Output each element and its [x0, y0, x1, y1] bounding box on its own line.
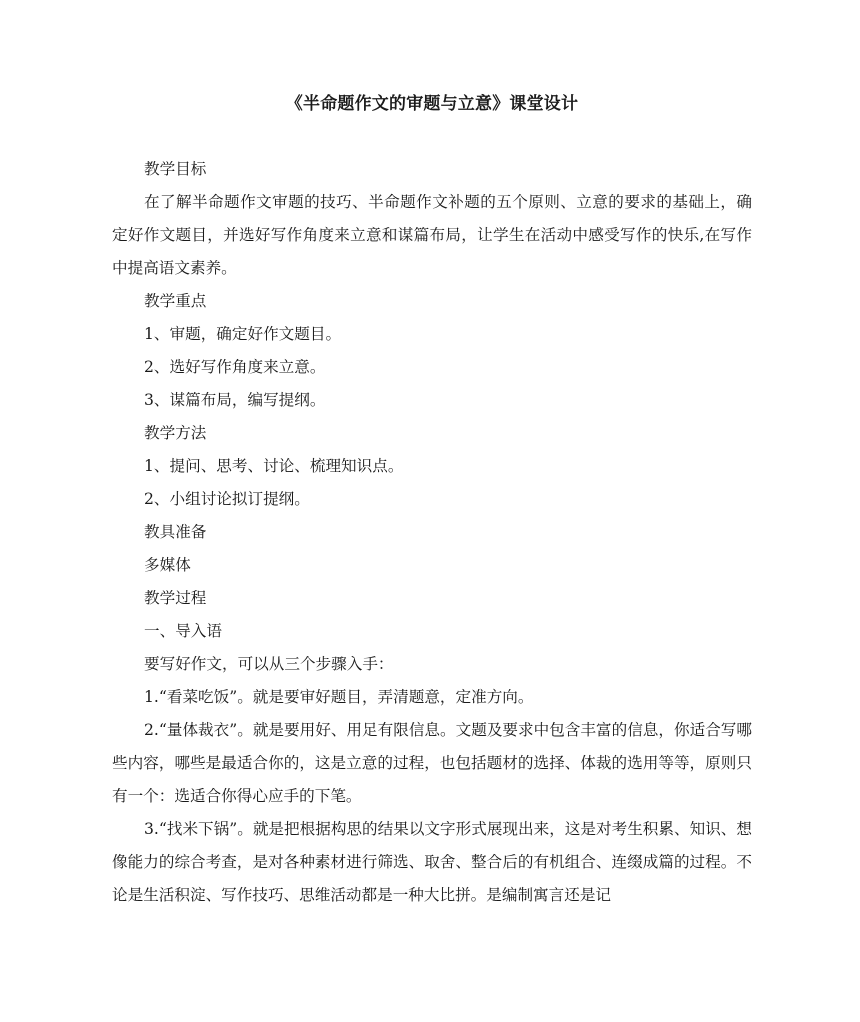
step-paragraph: 3.“找米下锅”。就是把根据构思的结果以文字形式展现出来，这是对考生积累、知识、想像能力的综合考查，是对各种素材进行筛选、取舍、整合后的有机组合、连缀成篇的过程。不论是生活积淀、写作技巧、思维活动都是一种大比拼。是编制寓言还是记 [112, 820, 752, 904]
intro-paragraph: 要写好作文，可以从三个步骤入手： [144, 655, 394, 673]
section-heading-materials: 教具准备 [144, 523, 207, 541]
method-item: 1、提问、思考、讨论、梳理知识点。 [144, 457, 404, 475]
key-point-item: 2、选好写作角度来立意。 [144, 358, 326, 376]
method-item: 2、小组讨论拟订提纲。 [144, 490, 310, 508]
materials-text: 多媒体 [144, 556, 191, 574]
key-point-item: 1、审题，确定好作文题目。 [144, 325, 342, 343]
subsection-heading-intro: 一、导入语 [144, 622, 222, 640]
step-paragraph: 2.“量体裁衣”。就是要用好、用足有限信息。文题及要求中包含丰富的信息，你适合写哪些内容，哪些是最适合你的，这是立意的过程，也包括题材的选择、体裁的选用等等，原则只有一个：选适合你得心应手的下笔。 [112, 721, 752, 805]
objectives-paragraph: 在了解半命题作文审题的技巧、半命题作文补题的五个原则、立意的要求的基础上，确定好作文题目，并选好写作角度来立意和谋篇布局，让学生在活动中感受写作的快乐,在写作中提高语文素养。 [112, 193, 752, 277]
section-heading-objectives: 教学目标 [144, 160, 207, 178]
section-heading-methods: 教学方法 [144, 424, 207, 442]
document-page [112, 88, 752, 912]
step-paragraph: 1.“看菜吃饭”。就是要审好题目，弄清题意，定准方向。 [144, 688, 534, 706]
document-title: 《半命题作文的审题与立意》课堂设计 [285, 94, 579, 114]
section-heading-process: 教学过程 [144, 589, 207, 607]
key-point-item: 3、谋篇布局，编写提纲。 [144, 391, 326, 409]
section-heading-key-points: 教学重点 [144, 292, 207, 310]
